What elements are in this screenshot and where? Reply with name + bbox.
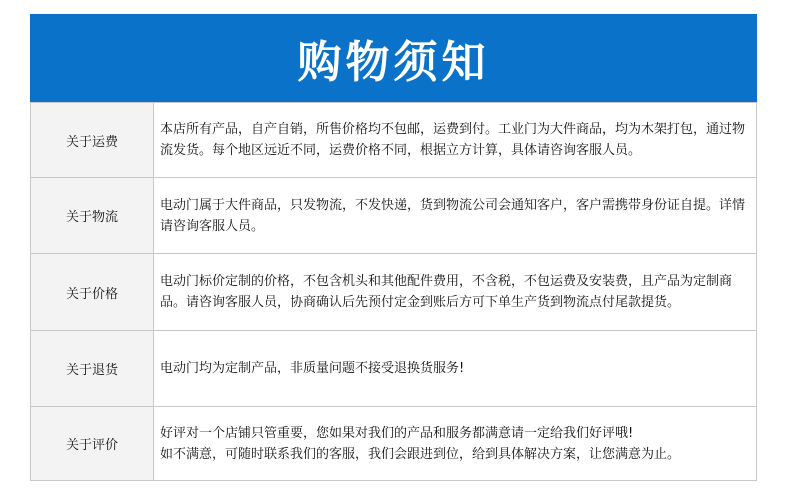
header-banner <box>30 14 757 102</box>
row-content <box>154 407 757 481</box>
table-row-reviews <box>31 407 757 481</box>
row-label: 关于价格 <box>31 254 154 331</box>
row-content <box>154 254 757 331</box>
content-line: 如不满意，可随时联系我们的客服，我们会跟进到位，给到具体解决方案，让您满意为止。 <box>160 446 681 462</box>
row-label: 关于物流 <box>31 178 154 254</box>
row-label: 关于评价 <box>31 407 154 481</box>
content-line: 好评对一个店铺只管重要，您如果对我们的产品和服务都满意请一定给我们好评哦! <box>160 425 634 441</box>
table-row-price <box>31 254 757 331</box>
notice-table <box>30 102 757 481</box>
row-label: 关于退货 <box>31 331 154 407</box>
table-row-shipping-fee <box>31 103 757 178</box>
row-label: 关于运费 <box>31 103 154 178</box>
table-row-logistics <box>31 178 757 254</box>
content-line: 电动门标价定制的价格，不包含机头和其他配件费用，不含税，不包运费及安装费，且产品为定制商品。请咨询客服人员，协商确认后先预付定金到账后方可下单生产货到物流点付尾款提货。 <box>160 274 733 310</box>
page-title: 购物须知 <box>297 37 490 88</box>
table-row-returns <box>31 331 757 407</box>
row-content <box>154 178 757 254</box>
row-content <box>154 331 757 407</box>
content-line: 电动门属于大件商品，只发物流，不发快递，货到物流公司会通知客户，客户需携带身份证自提。详情请咨询客服人员。 <box>160 197 746 234</box>
content-line: 电动门均为定制产品，非质量问题不接受退换货服务! <box>160 361 465 376</box>
content-line: 本店所有产品，自产自销，所售价格均不包邮，运费到付。工业门为大件商品，均为木架打包，通过物流发货。每个地区远近不同，运费价格不同，根据立方计算，具体请咨询客服人员。 <box>160 122 746 158</box>
row-content <box>154 103 757 178</box>
